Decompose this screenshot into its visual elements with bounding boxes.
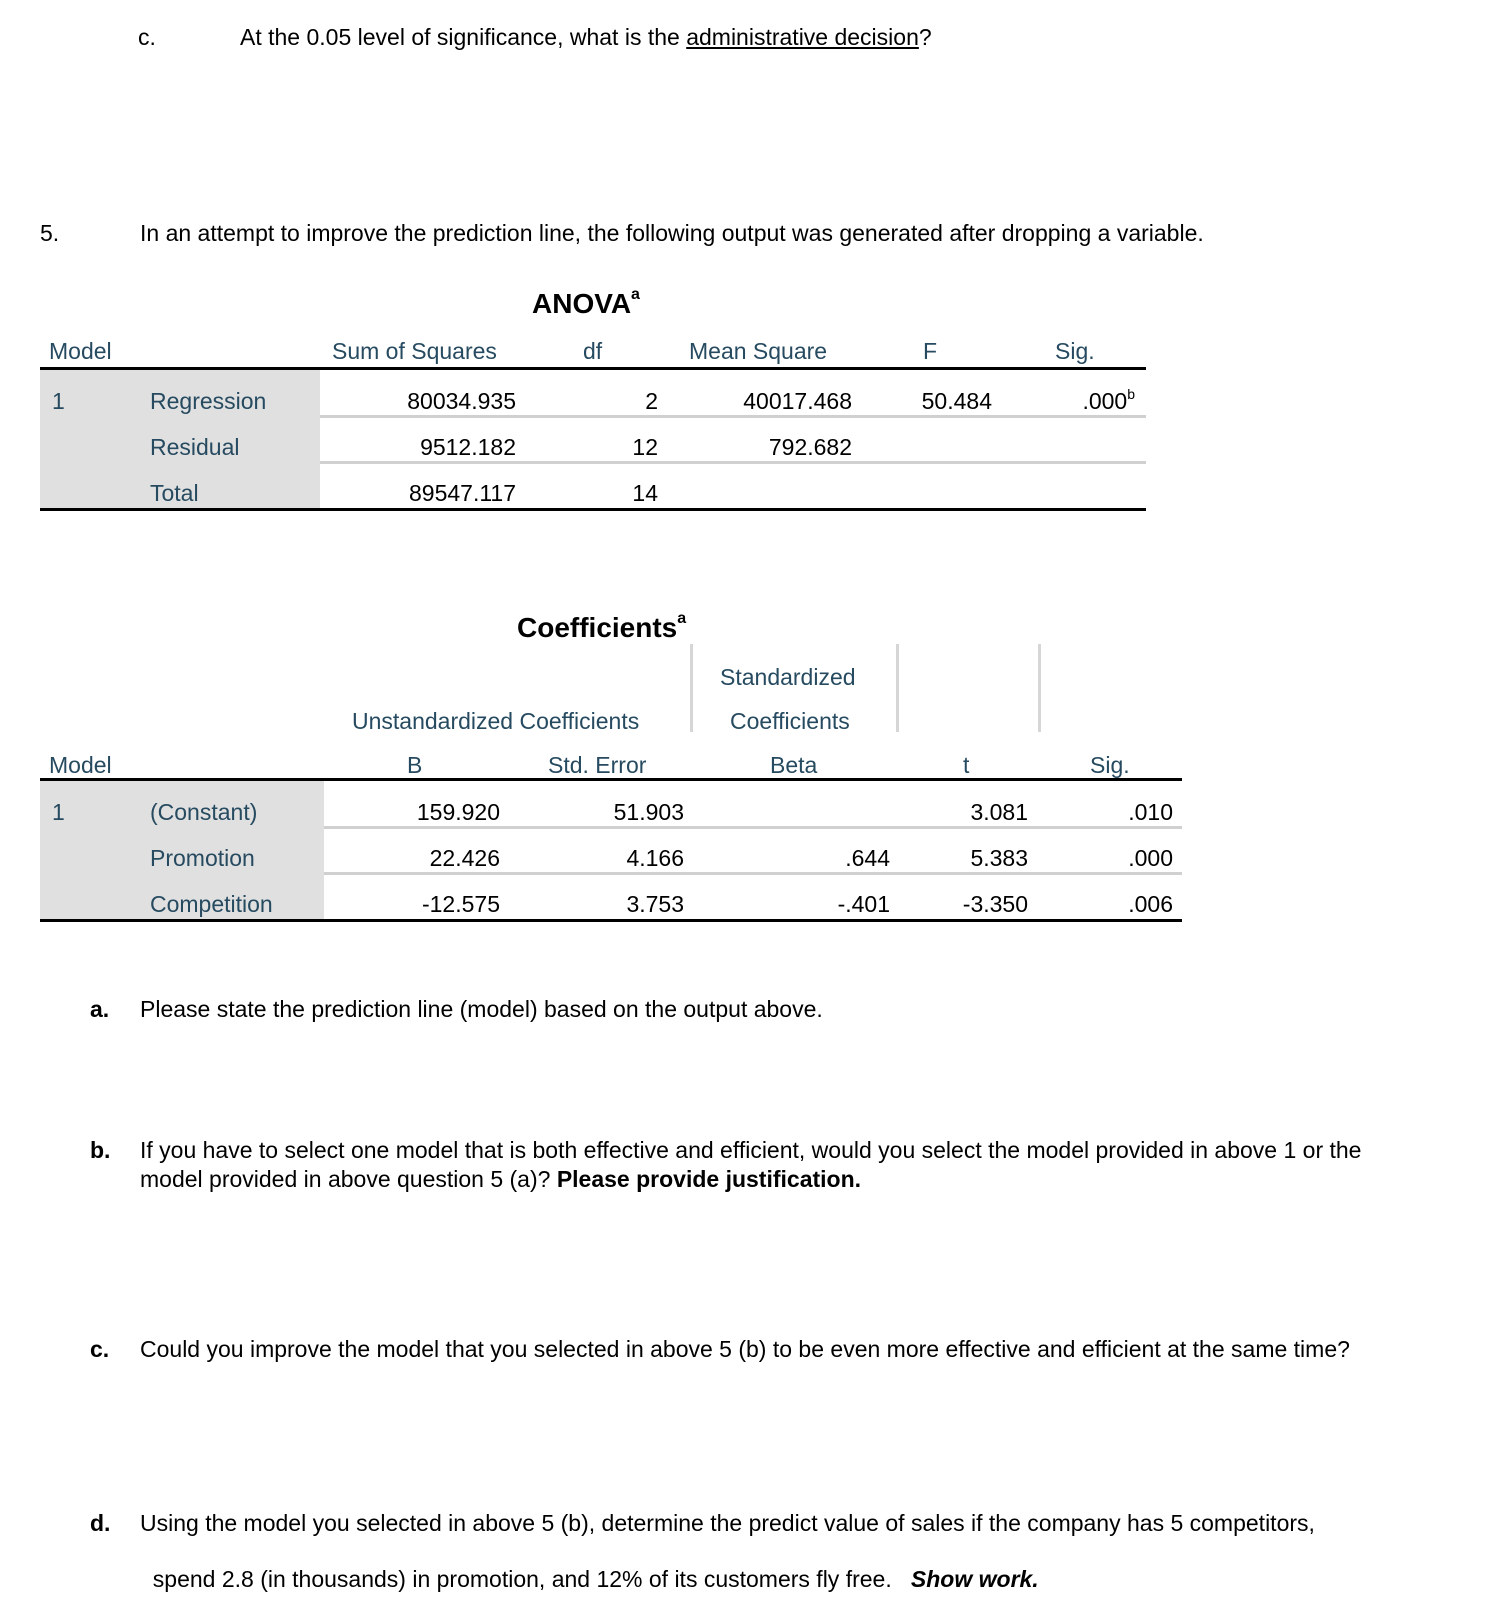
- coefficients-cell-b: 22.426: [429, 845, 500, 871]
- coefficients-cell-t: 3.081: [970, 799, 1028, 825]
- coefficients-header-std-error: Std. Error: [548, 752, 647, 778]
- question-5d-letter: d.: [90, 1510, 111, 1536]
- question-4c-text-after: ?: [918, 24, 932, 50]
- question-4c-text-before: At the 0.05 level of significance, what is the: [240, 24, 687, 50]
- anova-model-number: 1: [52, 388, 65, 414]
- anova-header-df: df: [583, 338, 603, 364]
- coefficients-row-divider: [324, 872, 1182, 875]
- anova-row-divider: [320, 415, 1146, 418]
- question-5d-line1: Using the model you selected in above 5 (b), determine the predict value of sales if the company has 5 competitors,: [140, 1510, 1315, 1536]
- coefficients-cell-se: 3.753: [626, 891, 684, 917]
- coefficients-cell-t: 5.383: [970, 845, 1028, 871]
- coefficients-model-number: 1: [52, 799, 65, 825]
- anova-cell-sig: .000$^b$: [1082, 386, 1135, 414]
- anova-row-label: Regression: [150, 388, 267, 414]
- coefficients-header-b: B: [407, 752, 423, 778]
- question-5b-emphasis: Please provide justification.: [556, 1166, 862, 1192]
- coefficients-cell-b: -12.575: [421, 891, 500, 917]
- anova-cell-df: 12: [632, 434, 658, 460]
- question-4c-underlined: administrative decision: [686, 24, 919, 50]
- anova-cell-df: 2: [645, 388, 658, 414]
- question-5b-line2-text: model provided in above question 5 (a)?: [140, 1166, 557, 1192]
- anova-header-sum-of-squares: Sum of Squares: [332, 338, 497, 364]
- anova-cell-f: 50.484: [921, 388, 992, 414]
- question-5-number: 5.: [40, 220, 60, 246]
- coefficients-title: Coefficients$^a$: [517, 610, 687, 643]
- coefficients-cell-t: -3.350: [962, 891, 1028, 917]
- anova-title: ANOVA$^a$: [532, 286, 640, 319]
- coefficients-cell-se: 4.166: [626, 845, 684, 871]
- question-5b-line1: If you have to select one model that is both effective and efficient, would you select the model provided in above 1 or the: [140, 1137, 1362, 1163]
- anova-header-model: Model: [49, 338, 112, 364]
- question-5c-letter: c.: [90, 1336, 110, 1362]
- coefficients-bottom-rule: [40, 919, 1182, 922]
- anova-row-label: Residual: [150, 434, 240, 460]
- anova-cell-ss: 9512.182: [420, 434, 516, 460]
- question-5-text: In an attempt to improve the prediction line, the following output was generated after dropping a variable.: [140, 220, 1204, 246]
- coefficients-header-beta: Beta: [770, 752, 818, 778]
- coefficients-header-divider: [896, 644, 899, 732]
- question-5d-line2: [140, 1539, 1039, 1593]
- coefficients-row-label: (Constant): [150, 799, 258, 825]
- coefficients-header-model: Model: [49, 752, 112, 778]
- question-4c-text: [240, 24, 932, 51]
- question-5c-text: Could you improve the model that you selected in above 5 (b) to be even more effective and efficient at the same time?: [140, 1336, 1350, 1362]
- anova-cell-ss: 80034.935: [407, 388, 516, 414]
- coefficients-cell-beta: -.401: [837, 891, 890, 917]
- coefficients-cell-beta: .644: [845, 845, 890, 871]
- question-4c-letter: c.: [138, 24, 156, 50]
- coefficients-row-label: Promotion: [150, 845, 255, 871]
- anova-cell-ms: 40017.468: [743, 388, 852, 414]
- anova-header-f: F: [923, 338, 938, 364]
- coefficients-header-unstandardized: Unstandardized Coefficients: [352, 708, 640, 734]
- anova-cell-df: 14: [632, 480, 658, 506]
- question-5a-letter: a.: [90, 996, 110, 1022]
- coefficients-row-divider: [324, 826, 1182, 829]
- coefficients-cell-sig: .000: [1128, 845, 1173, 871]
- anova-row-divider: [320, 461, 1146, 464]
- coefficients-header-t: t: [963, 752, 970, 778]
- anova-cell-ss: 89547.117: [408, 480, 516, 506]
- anova-cell-ms: 792.682: [768, 434, 852, 460]
- coefficients-cell-se: 51.903: [613, 799, 684, 825]
- coefficients-cell-b: 159.920: [416, 799, 500, 825]
- coefficients-header-standardized-bottom: Coefficients: [730, 708, 850, 734]
- anova-row-label: Total: [150, 480, 199, 506]
- coefficients-header-divider: [690, 644, 693, 732]
- question-5a-text: Please state the prediction line (model) based on the output above.: [140, 996, 823, 1022]
- coefficients-row-label: Competition: [150, 891, 273, 917]
- coefficients-header-standardized-top: Standardized: [720, 664, 856, 690]
- question-5b-line2: [140, 1166, 861, 1193]
- question-5d-emphasis: Show work.: [910, 1566, 1039, 1592]
- question-5b-letter: b.: [90, 1137, 111, 1163]
- anova-header-sig: Sig.: [1055, 338, 1095, 364]
- coefficients-header-divider: [1038, 644, 1041, 732]
- coefficients-cell-sig: .006: [1128, 891, 1173, 917]
- coefficients-cell-sig: .010: [1128, 799, 1173, 825]
- coefficients-header-sig: Sig.: [1090, 752, 1130, 778]
- anova-header-mean-square: Mean Square: [689, 338, 828, 364]
- question-5d-line2-text: spend 2.8 (in thousands) in promotion, and 12% of its customers fly free.: [152, 1566, 911, 1592]
- anova-bottom-rule: [40, 508, 1146, 511]
